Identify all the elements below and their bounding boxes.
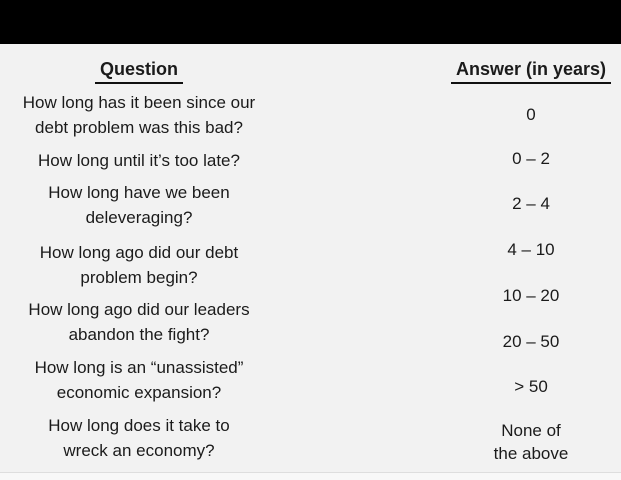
question-item-5 bbox=[0, 297, 278, 347]
question-column-header bbox=[0, 57, 278, 84]
answer-column-header bbox=[431, 57, 621, 84]
answer-item-6 bbox=[431, 329, 621, 354]
answer-item-2 bbox=[431, 146, 621, 171]
answer-header-label: Answer (in years) bbox=[451, 57, 611, 84]
question-line: debt problem was this bad? bbox=[35, 118, 243, 137]
answer-line: 10 – 20 bbox=[502, 286, 560, 305]
question-line: wreck an economy? bbox=[63, 441, 215, 460]
question-line: problem begin? bbox=[80, 268, 198, 287]
answer-item-8 bbox=[431, 419, 621, 465]
question-item-2 bbox=[0, 148, 278, 173]
question-line: How long does it take to bbox=[48, 416, 230, 435]
answer-line: 0 bbox=[526, 105, 536, 124]
answer-line: None of bbox=[501, 421, 561, 440]
top-bar bbox=[0, 0, 621, 44]
answer-line: 2 – 4 bbox=[512, 194, 550, 213]
answer-line: 20 – 50 bbox=[502, 332, 560, 351]
question-line: How long ago did our leaders bbox=[28, 300, 250, 319]
question-line: deleveraging? bbox=[85, 208, 193, 227]
answer-item-3 bbox=[431, 191, 621, 216]
answer-line: the above bbox=[493, 444, 569, 463]
answer-item-7 bbox=[431, 374, 621, 399]
question-line: How long has it been since our bbox=[22, 93, 256, 112]
question-line: How long have we been bbox=[48, 183, 230, 202]
question-item-3 bbox=[0, 180, 278, 230]
answer-line: > 50 bbox=[514, 377, 548, 396]
question-line: abandon the fight? bbox=[68, 325, 210, 344]
answer-item-4 bbox=[431, 237, 621, 262]
question-line: How long until it’s too late? bbox=[38, 151, 240, 170]
question-item-7 bbox=[0, 413, 278, 463]
question-item-1 bbox=[0, 90, 278, 140]
question-line: How long is an “unassisted” bbox=[34, 358, 244, 377]
answer-item-1 bbox=[431, 102, 621, 127]
bottom-margin-strip bbox=[0, 473, 621, 480]
question-header-label: Question bbox=[95, 57, 183, 84]
question-line: How long ago did our debt bbox=[39, 243, 239, 262]
question-line: economic expansion? bbox=[56, 383, 222, 402]
question-item-6 bbox=[0, 355, 278, 405]
answer-line: 4 – 10 bbox=[507, 240, 555, 259]
answer-line: 0 – 2 bbox=[512, 149, 550, 168]
question-item-4 bbox=[0, 240, 278, 290]
answer-item-5 bbox=[431, 283, 621, 308]
